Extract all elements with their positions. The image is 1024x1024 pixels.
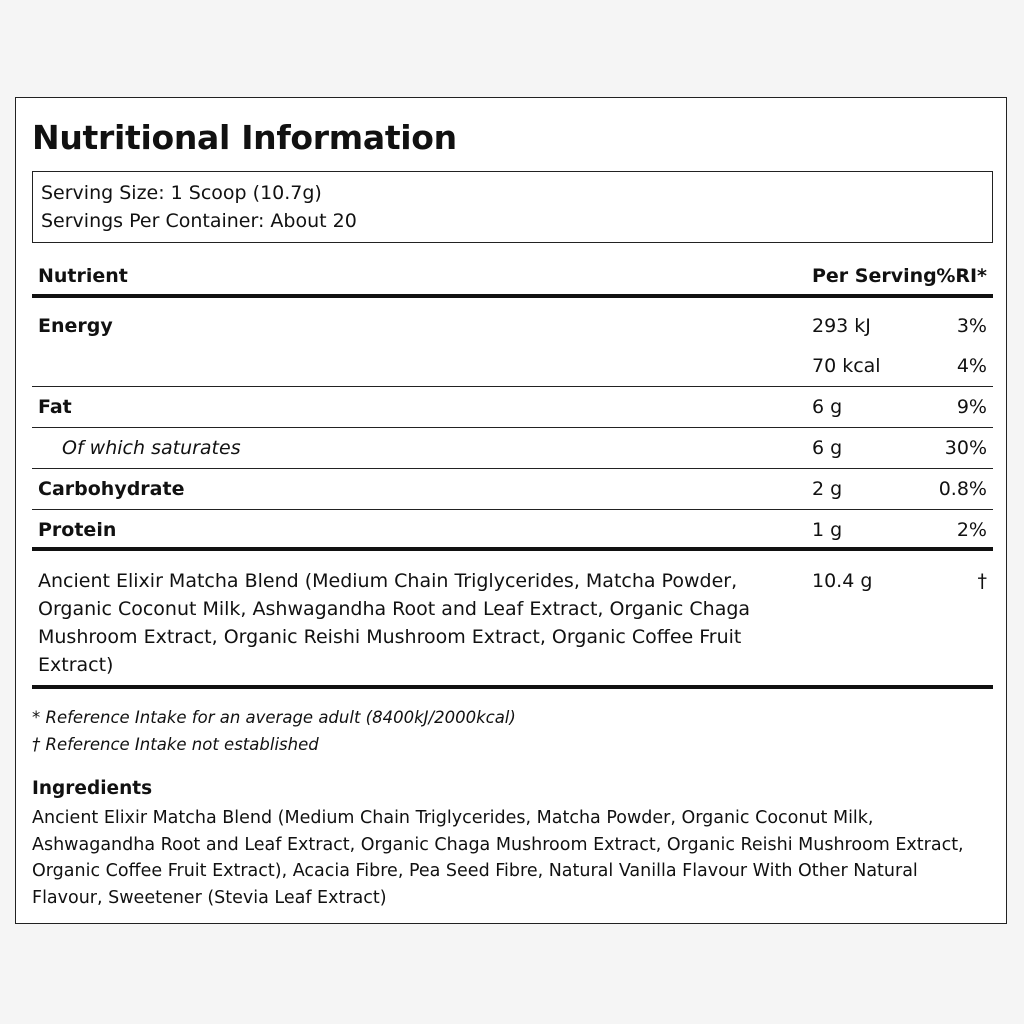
carbohydrate-ri: 0.8% [938,478,987,500]
header-nutrient: Nutrient [38,265,128,287]
saturates-ri: 30% [944,437,987,459]
table-row-carbohydrate [32,469,993,510]
nutrient-name-protein: Protein [38,519,117,541]
table-row-saturates [32,428,993,469]
fat-value: 6 g [812,396,843,418]
table-row-blend [32,551,993,689]
serving-size: Serving Size: 1 Scoop (10.7g) [41,182,322,204]
nutrition-table [32,258,993,689]
energy-kj-value: 293 kJ [812,315,871,337]
servings-per-container: Servings Per Container: About 20 [41,210,357,232]
energy-kcal-ri: 4% [956,355,987,377]
nutrient-name-energy: Energy [38,315,113,337]
energy-kj-ri: 3% [956,315,987,337]
carbohydrate-value: 2 g [812,478,843,500]
ingredients-title: Ingredients [32,778,153,799]
ingredients-text: Ancient Elixir Matcha Blend (Medium Chain Triglycerides, Matcha Powder, Organic Coconut Milk, Ashwagandha Root and Leaf Extract, Organic Chaga Mushroom Extract, Organic Reishi Mushroom Extract, Organic Coffee Fruit Extract), Acacia Fibre, Pea Seed Fibre, Natural Vanilla Flavour With Other Natural Flavour, Sweetener (Stevia Leaf Extract) [32,808,964,908]
table-row-fat [32,387,993,428]
footnote-dagger: † Reference Intake not established [32,735,319,754]
nutrient-name-fat: Fat [38,396,72,418]
energy-kcal-value: 70 kcal [812,355,881,377]
protein-ri: 2% [956,519,987,541]
header-per-serving: Per Serving [812,265,937,287]
blend-ri: † [977,570,987,592]
table-row-protein [32,510,993,551]
protein-value: 1 g [812,519,843,541]
saturates-value: 6 g [812,437,843,459]
nutrient-name-saturates: Of which saturates [62,437,241,459]
nutrient-name-carbohydrate: Carbohydrate [38,478,185,500]
table-row-energy [32,298,993,387]
nutrition-panel [15,97,1007,924]
footnotes [32,704,516,758]
serving-info-box [32,171,993,243]
table-header-row [32,258,993,298]
footnote-ri: * Reference Intake for an average adult (8400kJ/2000kcal) [32,708,516,727]
blend-name: Ancient Elixir Matcha Blend (Medium Chain Triglycerides, Matcha Powder, Organic Coconut Milk, Ashwagandha Root and Leaf Extract, Organic Chaga Mushroom Extract, Organic Reishi Mushroom Extract, Organic Coffee Fruit Extract) [38,570,751,676]
page-title: Nutritional Information [32,118,457,157]
header-ri: %RI* [936,265,987,287]
blend-value: 10.4 g [812,570,873,592]
fat-ri: 9% [956,396,987,418]
